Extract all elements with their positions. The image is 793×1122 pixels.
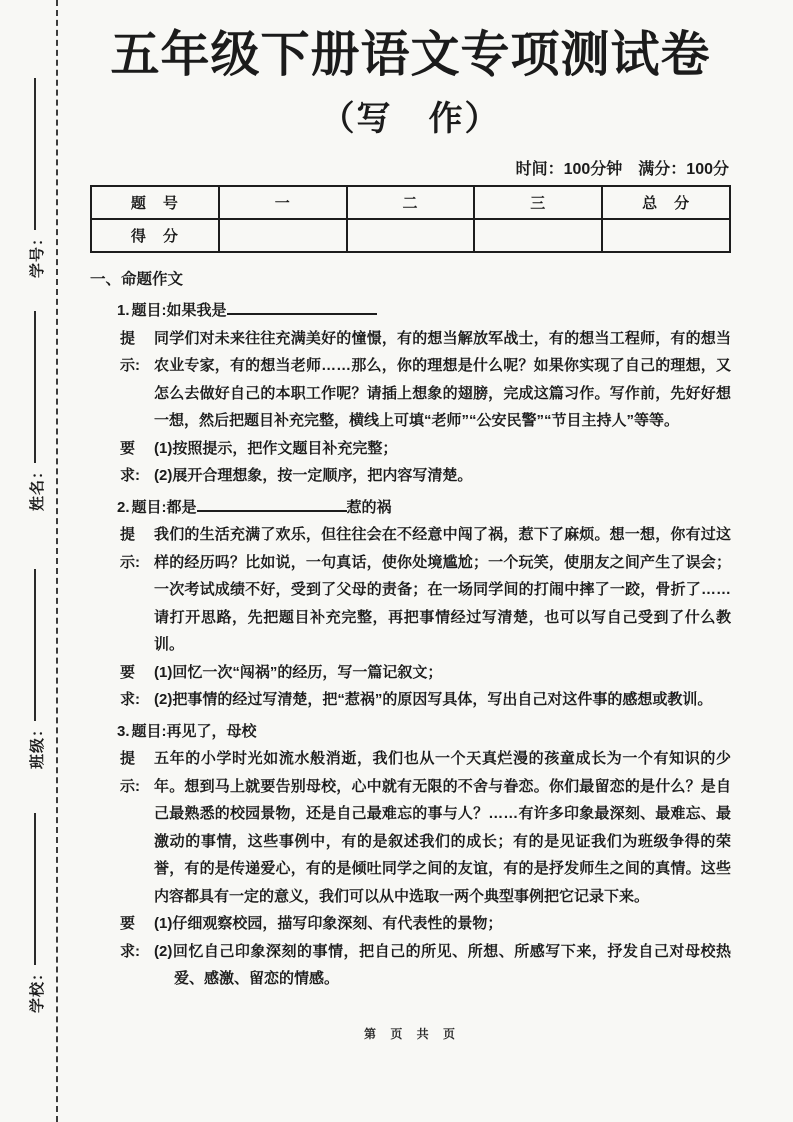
student-id-blank-line[interactable] (34, 78, 36, 230)
hint-label: 提示: (120, 329, 140, 374)
requirement-text: 仔细观察校园，描写印象深刻、有代表性的景物； (172, 915, 503, 932)
question-3-title (117, 718, 731, 746)
question-3 (90, 718, 731, 993)
title-label: 题目: (131, 302, 167, 319)
class-label: 班级： (28, 720, 46, 769)
requirement-text: 展开合理想象，按一定顺序，把内容写清楚。 (172, 467, 473, 484)
requirements-label: 要求: (120, 663, 140, 708)
requirement-item (154, 910, 731, 938)
requirement-marker: (2) (154, 467, 173, 484)
score-input-cell[interactable] (602, 219, 730, 252)
hint-label: 提示: (120, 750, 140, 795)
requirement-text: 把事情的经过写清楚，把“惹祸”的原因写具体，写出自己对这件事的感想或教训。 (172, 691, 713, 708)
margin-field-class (24, 569, 48, 769)
requirement-item (154, 659, 731, 687)
requirements-list (154, 910, 731, 993)
question-2 (90, 494, 731, 714)
requirement-marker: (1) (154, 663, 173, 681)
score-header-cell: 总 分 (602, 186, 730, 219)
margin-field-student-id (24, 78, 48, 278)
requirement-text: 回忆一次“闯祸”的经历，写一篇记叙文； (172, 663, 443, 681)
requirements-label: 要求: (120, 439, 140, 484)
question-3-hint (120, 745, 731, 910)
page-title: 五年级下册语文专项测试卷 (110, 28, 711, 82)
score-input-cell[interactable] (474, 219, 602, 252)
question-2-requirements (120, 659, 731, 714)
requirement-item (154, 938, 731, 993)
score-input-cell[interactable] (219, 219, 347, 252)
requirement-marker: (2) (154, 691, 173, 708)
paper-content (90, 26, 731, 1042)
requirement-marker: (1) (154, 915, 173, 932)
score-header-cell: 三 (474, 186, 602, 219)
score-header-cell: 题 号 (91, 186, 219, 219)
title-blank-line[interactable] (197, 496, 347, 512)
score-table-score-row (91, 219, 730, 252)
page-footer: 第 页 共 页 (363, 1026, 457, 1041)
requirement-item (154, 462, 731, 490)
question-1 (90, 297, 731, 490)
hint-text: 同学们对未来往往充满美好的憧憬，有的想当解放军战士，有的想当工程师，有的想当农业专家，有的想当老师……那么，你的理想是什么呢？如果你实现了自己的理想，又怎么去做好自己的本职工作呢？请插上想象的翅膀，完成这篇习作。写作前，先好好想一想，然后把题目补充完整，横线上可填“老师”“公安民警”“节目主持人”等等。 (154, 329, 731, 429)
requirements-list (154, 659, 731, 714)
requirement-item (154, 686, 731, 714)
title-text: 如果我是 (166, 302, 227, 319)
title-label: 题目: (131, 722, 167, 740)
requirement-text: 按照提示，把作文题目补充完整； (172, 439, 398, 457)
question-number: 3. (117, 722, 130, 740)
hint-text: 五年的小学时光如流水般消逝，我们也从一个天真烂漫的孩童成长为一个有知识的少年。想到马上就要告别母校，心中就有无限的不舍与眷恋。你们最留恋的是什么？是自己最熟悉的校园景物，还是自己最难忘的事与人？……有许多印象最深刻、最难忘、最激动的事情，这些事例中，有的是叙述我们的成长；有的是见证我们为班级争得的荣誉，有的是传递爱心，有的是倾吐同学之间的友谊，有的是抒发师生之间的真情。这些内容都具有一定的意义，我们可以从中选取一两个典型事例把它记录下来。 (154, 750, 731, 905)
requirement-text: 回忆自己印象深刻的事情，把自己的所见、所想、所感写下来，抒发自己对母校热爱、感激、留恋的情感。 (172, 942, 731, 987)
name-label: 姓名： (28, 462, 46, 511)
score-input-cell[interactable] (347, 219, 475, 252)
time-score-meta: 时间：100分钟 满分：100分 (515, 161, 729, 178)
question-number: 2. (117, 498, 130, 516)
title-text-after: 惹的祸 (346, 498, 392, 516)
school-label: 学校： (28, 964, 46, 1013)
hint-label: 提示: (120, 526, 140, 571)
score-table-header-row (91, 186, 730, 219)
requirement-marker: (2) (154, 942, 173, 960)
seal-dashed-line (56, 0, 58, 1122)
title-text: 再见了，母校 (166, 722, 257, 740)
question-3-requirements (120, 910, 731, 993)
question-2-title (117, 494, 731, 522)
requirement-marker: (1) (154, 439, 173, 457)
section-heading: 一、命题作文 (90, 271, 184, 288)
school-blank-line[interactable] (34, 813, 36, 965)
score-table (90, 185, 731, 253)
question-1-requirements (120, 435, 731, 490)
question-1-hint (120, 325, 731, 435)
name-blank-line[interactable] (34, 311, 36, 463)
requirement-item (154, 435, 731, 463)
question-1-title (117, 297, 731, 325)
score-header-cell: 一 (219, 186, 347, 219)
hint-text: 我们的生活充满了欢乐，但往往会在不经意中闯了祸，惹下了麻烦。想一想，你有过这样的经历吗？比如说，一句真话，使你处境尴尬；一个玩笑，使朋友之间产生了误会；一次考试成绩不好，受到了父母的责备；在一场同学间的打闹中摔了一跤，骨折了……请打开思路，先把题目补充完整，再把事情经过写清楚，也可以写自己受到了什么教训。 (154, 526, 731, 653)
requirements-label: 要求: (120, 915, 140, 960)
score-row-label: 得 分 (91, 219, 219, 252)
title-label: 题目: (131, 498, 167, 516)
requirements-list (154, 435, 731, 490)
question-number: 1. (117, 302, 130, 319)
margin-field-school (24, 813, 48, 1013)
margin-field-name (24, 311, 48, 511)
class-blank-line[interactable] (34, 569, 36, 721)
question-2-hint (120, 521, 731, 659)
score-header-cell: 二 (347, 186, 475, 219)
title-blank-line[interactable] (227, 299, 377, 315)
student-id-label: 学号： (28, 229, 46, 278)
page-subtitle: （写 作） (320, 100, 501, 138)
title-text: 都是 (166, 498, 197, 516)
